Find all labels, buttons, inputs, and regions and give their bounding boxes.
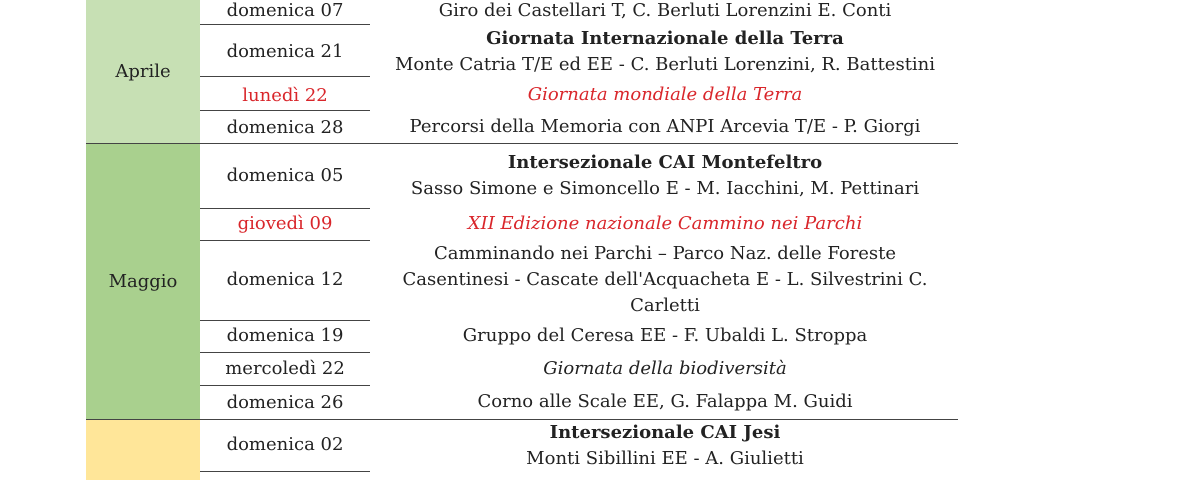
event-date: giovedì 09: [237, 213, 333, 234]
event-line: Sasso Simone e Simoncello E - M. Iacchini, M. Pettinari: [410, 178, 920, 199]
event-description: [372, 82, 958, 108]
event-description: [372, 241, 958, 319]
event-date: domenica 28: [226, 117, 344, 138]
event-date: domenica 05: [226, 165, 344, 186]
event-line: Giornata della biodiversità: [543, 358, 787, 379]
event-description: [372, 114, 958, 140]
event-line: Carletti: [630, 295, 700, 316]
event-date: domenica 26: [226, 392, 344, 413]
row-divider: [200, 76, 370, 77]
event-title: Intersezionale CAI Montefeltro: [507, 152, 823, 173]
event-title: Giornata Internazionale della Terra: [486, 28, 844, 49]
event-date: domenica 21: [226, 41, 344, 62]
event-description: [372, 356, 958, 382]
event-title: Intersezionale CAI Jesi: [549, 422, 781, 443]
event-line: Casentinesi - Cascate dell'Acquacheta E - L. Silvestrini C.: [402, 269, 928, 290]
event-date: lunedì 22: [242, 85, 328, 106]
row-divider: [200, 320, 370, 321]
month-cell-aprile: [86, 0, 200, 143]
row-divider: [200, 471, 370, 472]
event-date: domenica 02: [226, 434, 344, 455]
event-line: Monte Catria T/E ed EE - C. Berluti Lorenzini, R. Battestini: [394, 54, 936, 75]
event-line: Camminando nei Parchi – Parco Naz. delle Foreste: [433, 243, 897, 264]
row-divider: [200, 208, 370, 209]
event-line: Giro dei Castellari T, C. Berluti Lorenzini E. Conti: [438, 0, 892, 21]
event-line: Corno alle Scale EE, G. Falappa M. Guidi: [477, 391, 853, 412]
row-divider: [200, 352, 370, 353]
month-label-aprile: Aprile: [115, 61, 171, 82]
month-cell-giugno: [86, 419, 200, 480]
event-line: Gruppo del Ceresa EE - F. Ubaldi L. Stroppa: [462, 325, 868, 346]
event-line: Percorsi della Memoria con ANPI Arcevia T/E - P. Giorgi: [409, 116, 921, 137]
row-divider: [200, 24, 370, 25]
event-date: mercoledì 22: [225, 358, 345, 379]
event-description: [372, 420, 958, 472]
month-label-maggio: Maggio: [108, 270, 178, 292]
event-description: [372, 323, 958, 349]
event-line: XII Edizione nazionale Cammino nei Parchi: [467, 213, 863, 234]
event-description: [372, 26, 958, 78]
event-description: [372, 211, 958, 237]
event-date: domenica 19: [226, 325, 344, 346]
month-cell-maggio: [86, 143, 200, 419]
event-description: [372, 150, 958, 202]
row-divider: [200, 385, 370, 386]
event-description: [372, 0, 958, 24]
row-divider: [200, 110, 370, 111]
event-description: [372, 389, 958, 415]
event-date: domenica 07: [226, 0, 344, 21]
event-line: Monti Sibillini EE - A. Giulietti: [526, 448, 804, 469]
event-line: Giornata mondiale della Terra: [527, 84, 803, 105]
row-divider: [200, 240, 370, 241]
month-divider: [86, 143, 958, 144]
event-date: domenica 12: [226, 269, 344, 290]
